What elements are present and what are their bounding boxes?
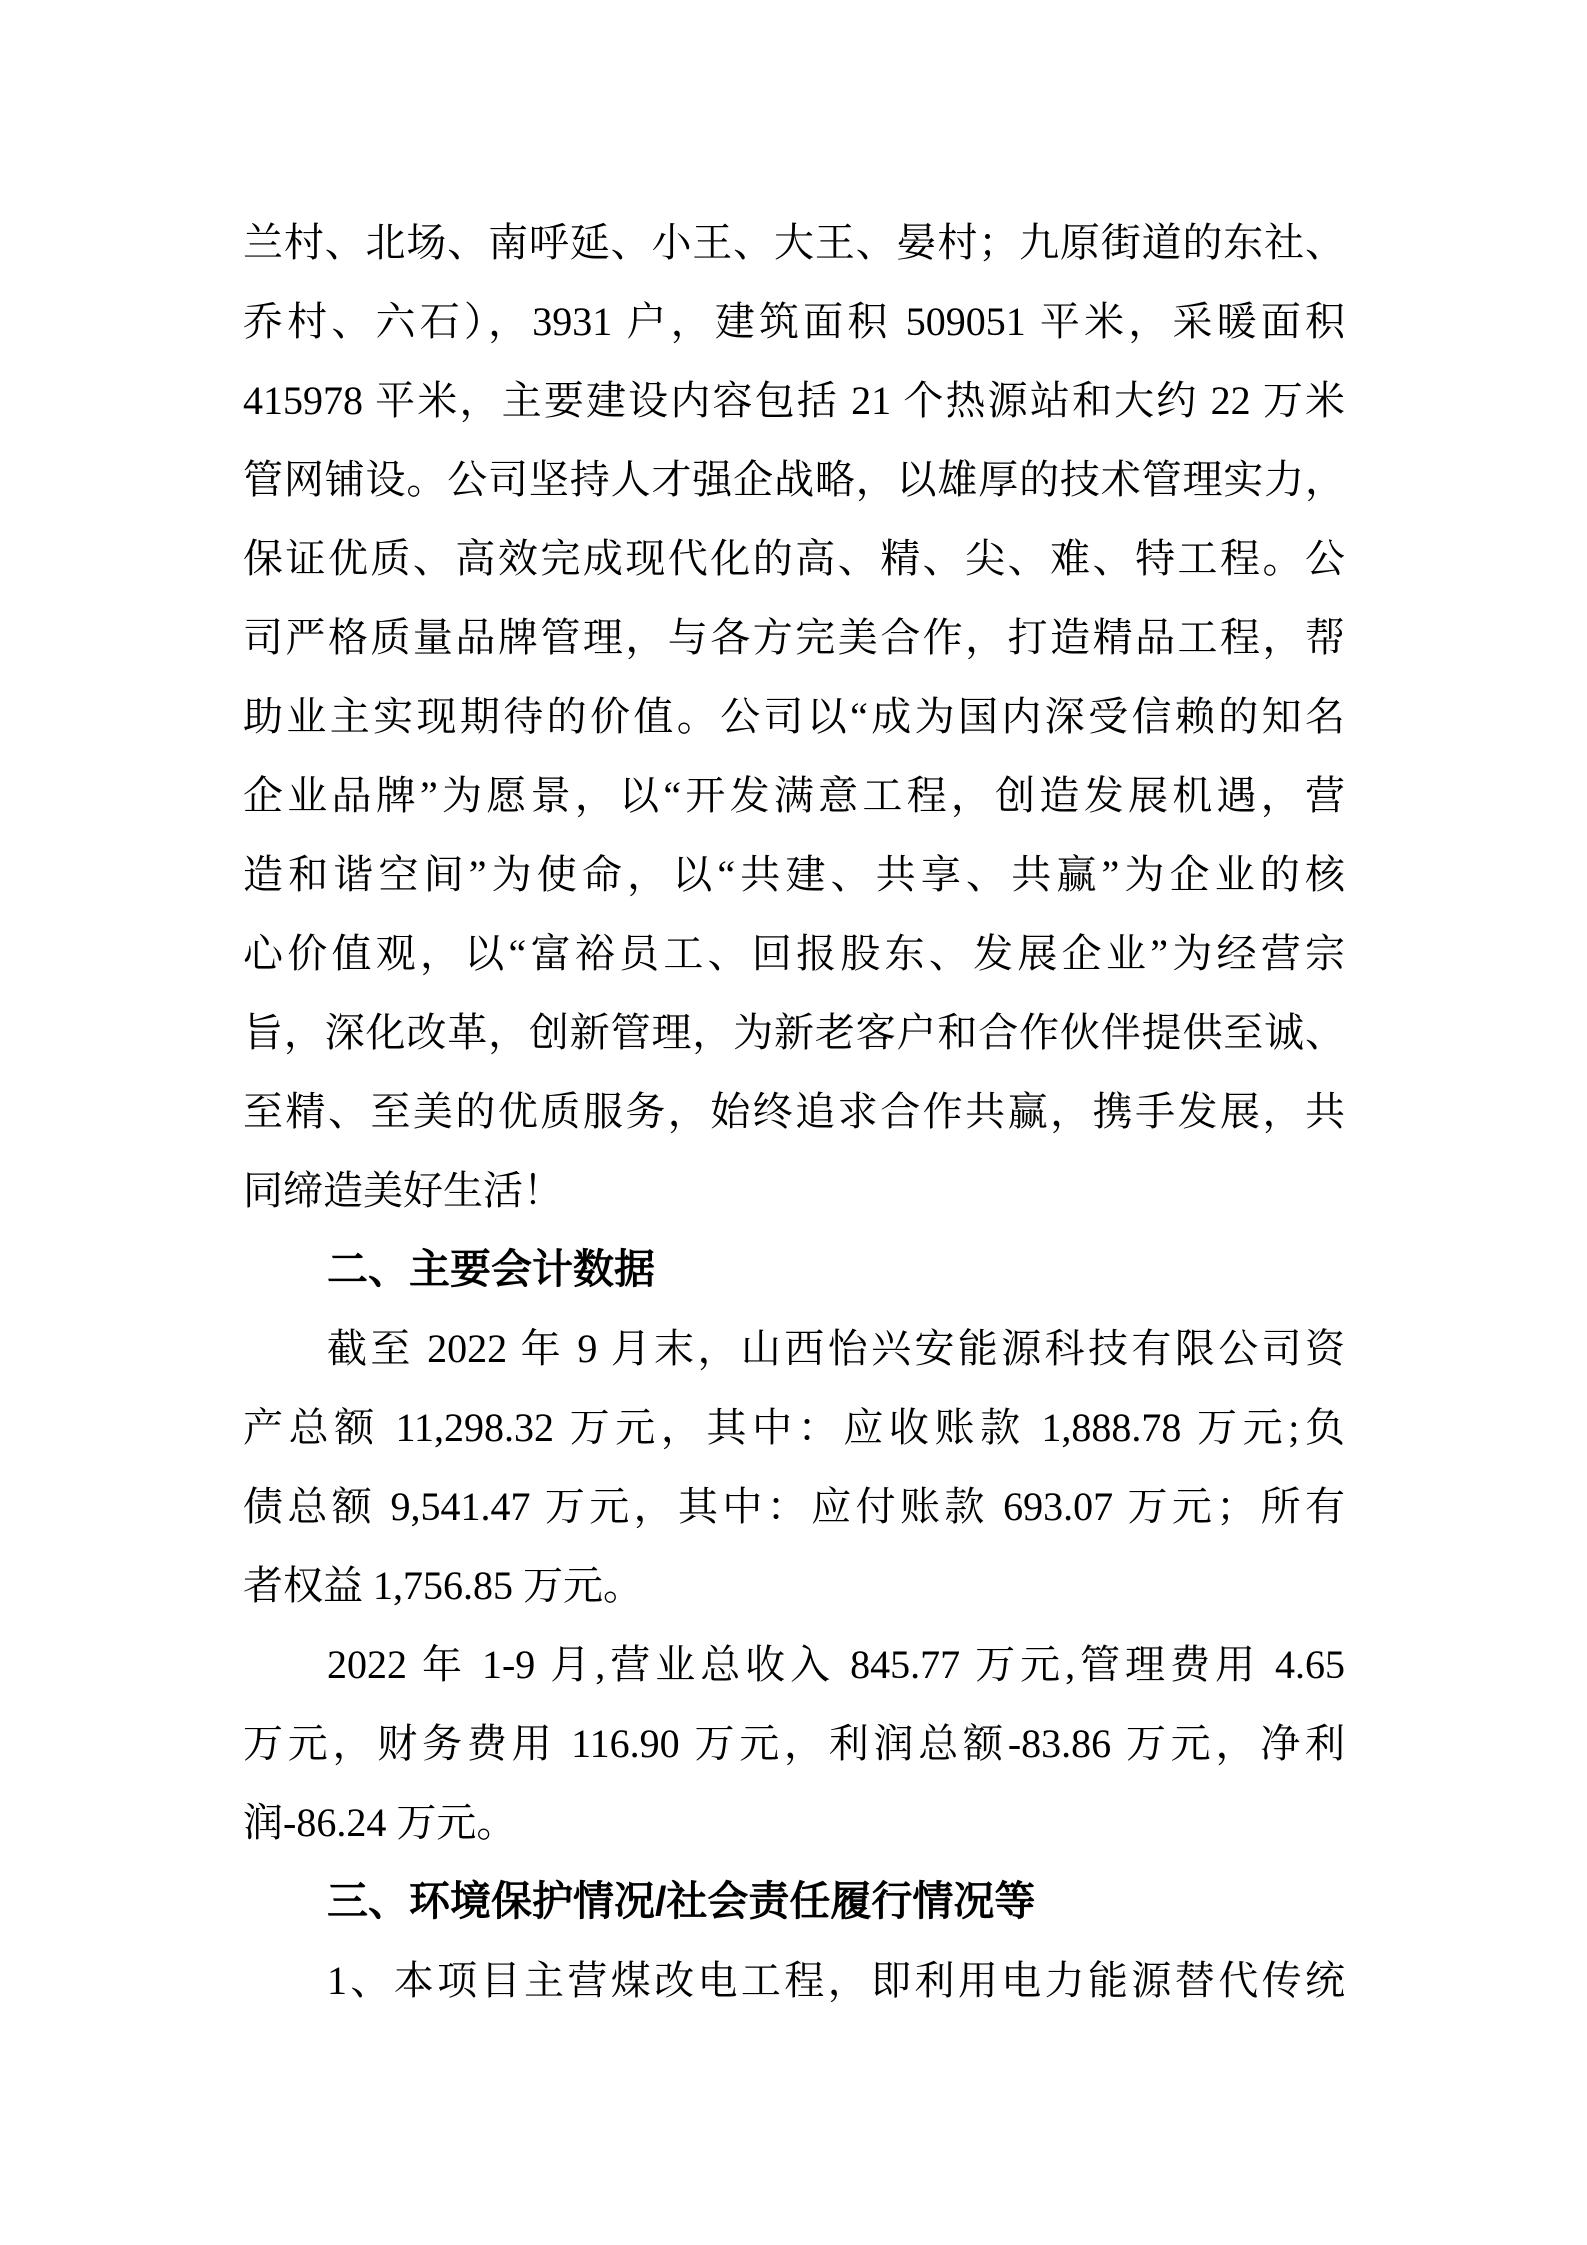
balance-sheet-paragraph-line-1: 截至 2022 年 9 月末，山西怡兴安能源科技有限公司资	[327, 1326, 1345, 1371]
company-profile-paragraph-continuation-line-13: 同缔造美好生活！	[243, 1168, 563, 1213]
section-heading-accounting-data: 二、主要会计数据	[327, 1246, 655, 1292]
company-profile-paragraph-continuation-line-5: 保证优质、高效完成现代化的高、精、尖、难、特工程。公	[243, 536, 1345, 581]
document-body	[243, 203, 1345, 2020]
company-profile-paragraph-continuation-line-3: 415978 平米，主要建设内容包括 21 个热源站和大约 22 万米	[243, 378, 1345, 423]
company-profile-paragraph-continuation-line-8: 企业品牌”为愿景，以“开发满意工程，创造发展机遇，营	[243, 773, 1345, 818]
company-profile-paragraph-continuation-line-4: 管网铺设。公司坚持人才强企战略，以雄厚的技术管理实力，	[243, 457, 1345, 502]
balance-sheet-paragraph-line-4: 者权益 1,756.85 万元。	[243, 1563, 643, 1608]
company-profile-paragraph-continuation-line-6: 司严格质量品牌管理，与各方完美合作，打造精品工程，帮	[243, 615, 1345, 660]
company-profile-paragraph-continuation-line-1: 兰村、北场、南呼延、小王、大王、晏村；九原街道的东社、	[243, 220, 1345, 265]
company-profile-paragraph-continuation-line-7: 助业主实现期待的价值。公司以“成为国内深受信赖的知名	[243, 694, 1345, 739]
balance-sheet-paragraph-line-3: 债总额 9,541.47 万元，其中：应付账款 693.07 万元；所有	[243, 1484, 1345, 1529]
company-profile-paragraph-continuation-line-2: 乔村、六石），3931 户，建筑面积 509051 平米，采暖面积	[243, 299, 1345, 344]
company-profile-paragraph-continuation-line-9: 造和谐空间”为使命，以“共建、共享、共赢”为企业的核	[243, 852, 1345, 897]
income-statement-paragraph-line-3: 润-86.24 万元。	[243, 1800, 517, 1845]
project-description-paragraph-line-1: 1、本项目主营煤改电工程，即利用电力能源替代传统	[327, 1958, 1345, 2003]
section-heading-environment-social-responsibility: 三、环境保护情况/社会责任履行情况等	[327, 1878, 1036, 1924]
company-profile-paragraph-continuation-line-12: 至精、至美的优质服务，始终追求合作共赢，携手发展，共	[243, 1089, 1345, 1134]
income-statement-paragraph-line-2: 万元，财务费用 116.90 万元，利润总额-83.86 万元，净利	[243, 1721, 1345, 1766]
company-profile-paragraph-continuation-line-10: 心价值观，以“富裕员工、回报股东、发展企业”为经营宗	[243, 931, 1345, 976]
income-statement-paragraph-line-1: 2022 年 1-9 月,营业总收入 845.77 万元,管理费用 4.65	[327, 1642, 1345, 1687]
balance-sheet-paragraph-line-2: 产总额 11,298.32 万元，其中：应收账款 1,888.78 万元;负	[243, 1405, 1345, 1450]
company-profile-paragraph-continuation-line-11: 旨，深化改革，创新管理，为新老客户和合作伙伴提供至诚、	[243, 1010, 1345, 1055]
